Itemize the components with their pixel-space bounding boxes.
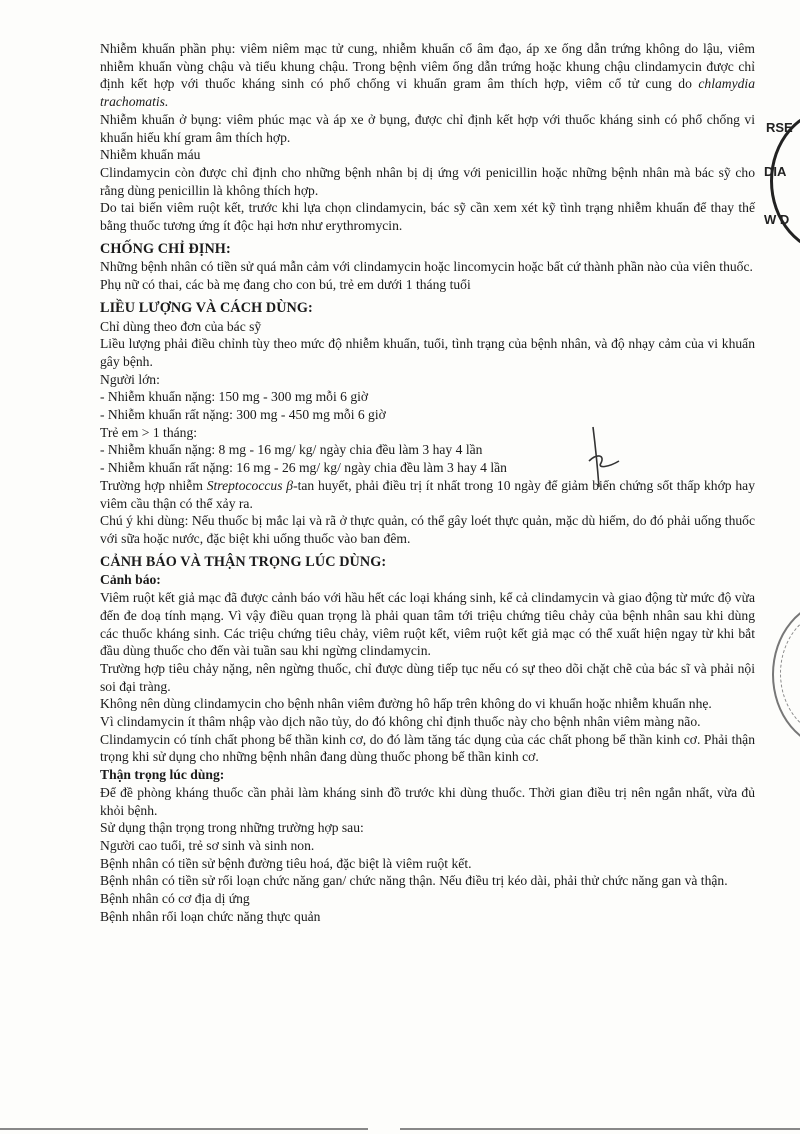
dosage-prescription: Chỉ dùng theo đơn của bác sỹ: [100, 318, 262, 334]
dosage-child-label: Trẻ em > 1 tháng:: [100, 424, 198, 440]
warning-meningitis: Vì clindamycin ít thâm nhập vào dịch não tủy, do đó không chỉ định thuốc này cho bệnh nhân viêm màng não.: [100, 714, 701, 730]
indication-abdominal: Nhiễm khuẩn ở bụng: viêm phúc mạc và áp xe ở bụng, được chỉ định kết hợp với thuốc kháng sinh có phổ chống vi khuẩn hiếu khí gram âm thích hợp.: [100, 111, 755, 145]
dosage-adult-label: Người lớn:: [100, 371, 160, 387]
contraindication-p2: Phụ nữ có thai, các bà mẹ đang cho con bú, trẻ em dưới 1 tháng tuổi: [100, 277, 471, 293]
contraindication-p1: Những bệnh nhân có tiền sử quá mẫn cảm với clindamycin hoặc lincomycin hoặc bất cứ thành phần nào của viên thuốc.: [100, 259, 753, 275]
warnings-heading: CẢNH BÁO VÀ THẬN TRỌNG LÚC DÙNG:: [100, 553, 387, 570]
stamp-text-2: DIA: [764, 164, 787, 179]
stamp-mid-right: [768, 600, 800, 750]
stamp-text-3: W D: [764, 212, 790, 227]
warning-diarrhea: Trường hợp tiêu chảy nặng, nên ngừng thuốc, chỉ được dùng tiếp tục nếu có sự theo dõi chặt chẽ của bác sĩ và phải nội soi đại tràng.: [100, 660, 755, 694]
precaution-antibiogram: Để đề phòng kháng thuốc cần phải làm kháng sinh đồ trước khi dùng thuốc. Thời gian điều trị nên ngắn nhất, vừa đủ khỏi bệnh.: [100, 784, 755, 818]
dosage-adjust: Liều lượng phải điều chỉnh tùy theo mức độ nhiễm khuẩn, tuổi, tình trạng của bệnh nhân, và độ nhạy cảm của vi khuẩn gây bệnh.: [100, 336, 755, 369]
precaution-cases: Sử dụng thận trọng trong những trường hợp sau:: [100, 820, 364, 836]
warning-respiratory: Không nên dùng clindamycin cho bệnh nhân viêm đường hô hấp trên không do vi khuẩn hoặc nhiễm khuẩn nhẹ.: [100, 696, 712, 712]
indication-pelvic: Nhiễm khuẩn phần phụ: viêm niêm mạc tử cung, nhiễm khuẩn cổ âm đạo, áp xe ống dẫn trứng không do lậu, viêm nhiễm khuẩn vùng chậu và tiểu khung chậu. Trong bệnh viêm ống dẫn trứng hoặc khung chậu clindamycin được chỉ định kết hợp với thuốc kháng sinh có phổ chống vi khuẩn gram âm thích hợp, viêm cổ tử cung do chlamydia trachomatis.: [100, 41, 755, 110]
dosage-adult-very-severe: - Nhiễm khuẩn rất nặng: 300 mg - 450 mg mỗi 6 giờ: [100, 407, 386, 423]
warning-colitis: Viêm ruột kết giả mạc đã được cảnh báo với hầu hết các loại kháng sinh, kể cả clindamycin và giao động từ mức độ vừa đến đe doạ tính mạng. Vì vậy điều quan trọng là phải quan tâm tới triệu chứng tiêu chảy của bệnh nhân sau khi dùng các thuốc kháng sinh. Các triệu chứng tiêu chảy, viêm ruột kết, viêm ruột kết giả mạc có thể xuất hiện ngay từ khi bắt đầu dùng thuốc cho đến vài tuần sau khi ngừng clindamycin.: [100, 590, 755, 659]
dosage-heading: LIỀU LƯỢNG VÀ CÁCH DÙNG:: [100, 299, 313, 316]
indication-blood: Nhiễm khuẩn máu: [100, 147, 201, 163]
document-body: [100, 40, 755, 925]
precaution-esophagus: Bệnh nhân rối loạn chức năng thực quản: [100, 908, 321, 924]
indication-colitis-note: Do tai biến viêm ruột kết, trước khi lựa chọn clindamycin, bác sỹ cần xem xét kỹ tình trạng nhiễm khuẩn để thay thế bằng thuốc tương ứng ít độc hại hơn như erythromycin.: [100, 200, 755, 234]
precautions-subheading: Thận trọng lúc dùng:: [100, 767, 225, 783]
precaution-elderly: Người cao tuổi, trẻ sơ sinh và sinh non.: [100, 837, 315, 853]
bottom-rule: [0, 1128, 800, 1130]
dosage-child-severe: - Nhiễm khuẩn nặng: 8 mg - 16 mg/ kg/ ngày chia đều làm 3 hay 4 lần: [100, 442, 483, 458]
italic-organism: chlamydia trachomatis.: [100, 76, 755, 110]
signature-mark: [575, 425, 635, 490]
warning-neuromuscular: Clindamycin có tính chất phong bế thần kinh cơ, do đó làm tăng tác dụng của các chất phong bế thần kinh cơ. Phải thận trọng khi sử dụng cho những bệnh nhân đang dùng thuốc phong bế thần kinh cơ.: [100, 731, 755, 765]
dosage-note: Chú ý khi dùng: Nếu thuốc bị mắc lại và rã ở thực quản, có thể gây loét thực quản, mặc dù hiếm, do đó phải uống thuốc với sữa hoặc nước, đặc biệt khi uống thuốc vào ban đêm.: [100, 513, 755, 546]
precaution-gi-history: Bệnh nhân có tiền sử bệnh đường tiêu hoá, đặc biệt là viêm ruột kết.: [100, 855, 472, 871]
dosage-child-very-severe: - Nhiễm khuẩn rất nặng: 16 mg - 26 mg/ kg/ ngày chia đều làm 3 hay 4 lần: [100, 460, 507, 476]
stamp-top-right: [760, 108, 800, 248]
dosage-streptococcus: Trường hợp nhiễm Streptococcus β-tan huyết, phải điều trị ít nhất trong 10 ngày để giảm biến chứng sốt thấp khớp hay viêm cầu thận có thể xảy ra.: [100, 477, 755, 511]
indication-penicillin-allergy: Clindamycin còn được chỉ định cho những bệnh nhân bị dị ứng với penicillin hoặc những bệnh nhân mà bác sỹ cho rằng dùng penicillin là không thích hợp.: [100, 164, 755, 198]
dosage-adult-severe: - Nhiễm khuẩn nặng: 150 mg - 300 mg mỗi 6 giờ: [100, 389, 369, 405]
contraindication-heading: CHỐNG CHỈ ĐỊNH:: [100, 240, 231, 257]
precaution-allergy: Bệnh nhân có cơ địa dị ứng: [100, 891, 250, 907]
precaution-liver-kidney: Bệnh nhân có tiền sử rối loạn chức năng gan/ chức năng thận. Nếu điều trị kéo dài, phải thử chức năng gan và thận.: [100, 873, 728, 889]
stamp-text-1: RSE: [766, 120, 793, 135]
warnings-subheading: Cảnh báo:: [100, 572, 161, 588]
